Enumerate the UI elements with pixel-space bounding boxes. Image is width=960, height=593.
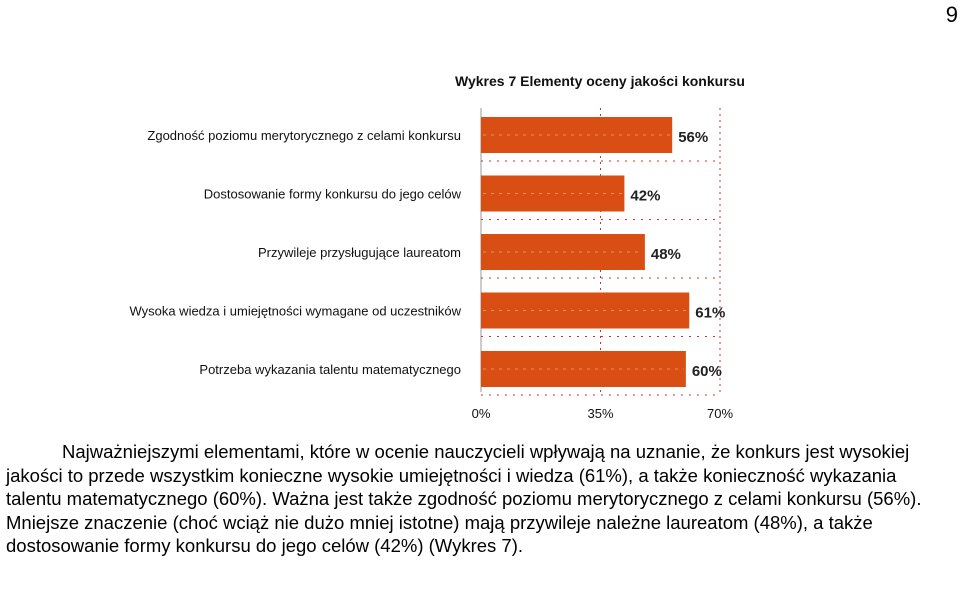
chart-category-labels [129,128,461,377]
chart-x-tick-labels [472,406,734,421]
value-label: 42% [630,187,661,205]
body-paragraph [6,440,956,558]
chart-title: Wykres 7 Elementy oceny jakości konkursu [455,73,745,89]
category-label: Przywileje przysługujące laureatom [257,245,461,260]
value-label: 48% [650,246,681,263]
value-label: 61% [695,304,726,322]
x-tick-label: 35% [587,406,614,421]
x-tick-label: 0% [471,406,491,421]
bar [481,176,624,212]
value-label: 60% [691,363,722,380]
paragraph-text: Najważniejszymi elementami, które w ocenie nauczycieli wpływają na uznanie, że konkurs jest wysokiej jakości to przede wszystkim konieczne wysokie umiejętności i wiedza (61%), a także konieczność wykazania talentu matematycznego (60%). Ważna jest także zgodność poziomu merytorycznego z celami konkursu (56%). Mniejsze znaczenie (choć wciąż nie dużo mniej istotne) mają przywileje należne laureatom (48%), a także dostosowanie formy konkursu do jego celów (42%) (Wykres 7). [6,441,922,557]
category-label: Potrzeba wykazania talentu matematycznego [199,362,461,377]
value-label: 56% [678,129,709,146]
page-number: 9 [945,2,958,27]
body-text [6,440,956,558]
category-label: Dostosowanie formy konkursu do jego celów [203,186,461,202]
x-tick-label: 70% [706,406,734,421]
category-label: Wysoka wiedza i umiejętności wymagane od uczestników [129,303,461,319]
bar [481,351,686,387]
bar [481,293,689,329]
category-label: Zgodność poziomu merytorycznego z celami konkursu [147,128,461,143]
